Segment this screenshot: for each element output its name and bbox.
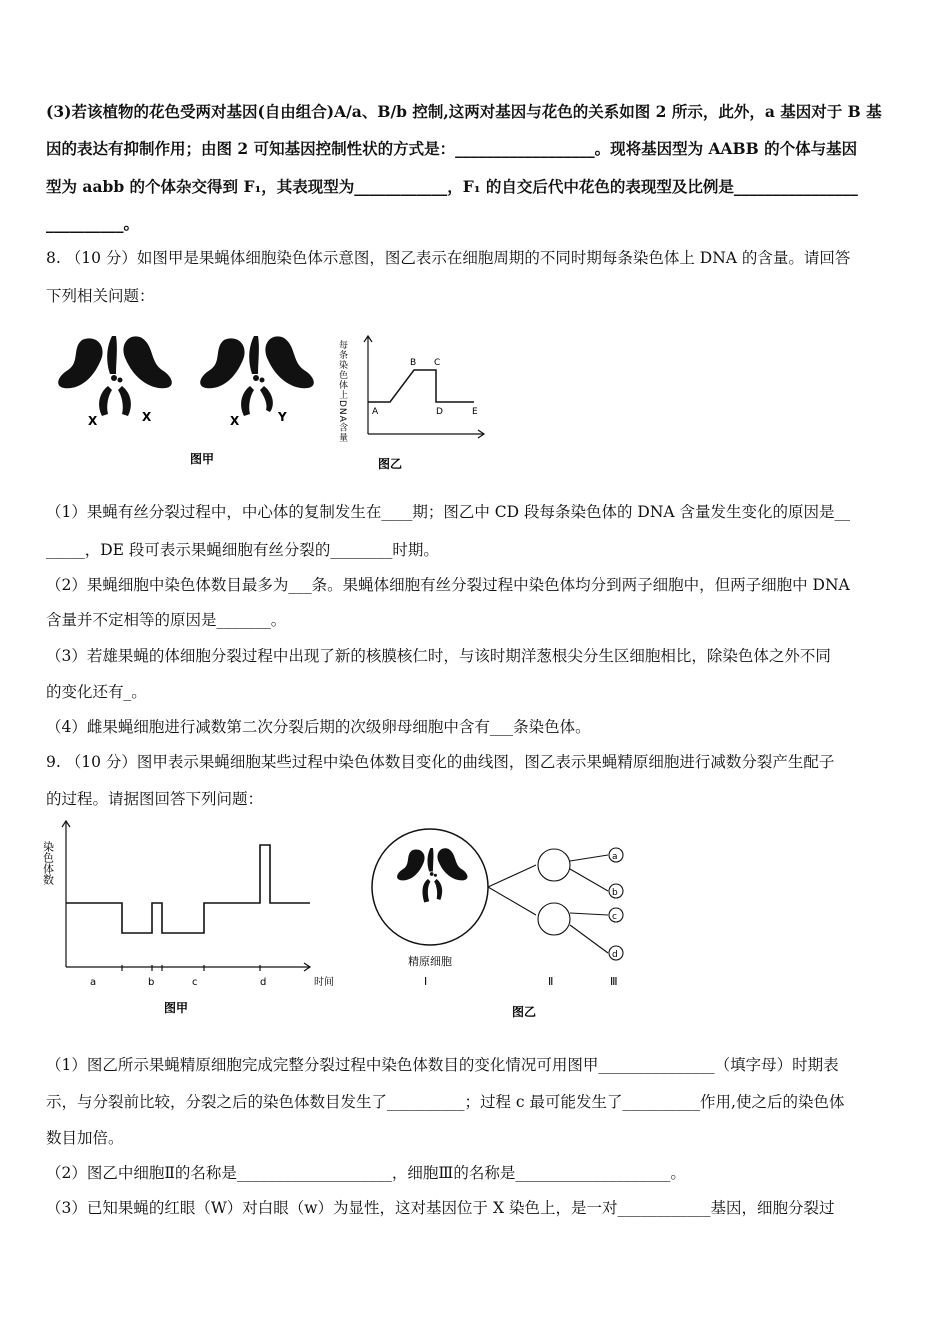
question-8-1: _____，DE 段可表示果蝇细胞有丝分裂的________时期。 xyxy=(46,541,439,559)
question-9-3: （3）已知果蝇的红眼（W）对白眼（w）为显性，这对基因位于 X 染色上，是一对____________基因，细胞分裂过 xyxy=(46,1199,835,1217)
question-9-1: 数目加倍。 xyxy=(46,1129,124,1147)
karyotype-female-icon xyxy=(58,336,172,416)
stage-label: Ⅱ xyxy=(548,975,554,988)
question-9-stem: 的过程。请据图回答下列问题： xyxy=(46,790,264,808)
graph-period-label: d xyxy=(260,977,267,988)
question-8-stem: 8. （10 分）如图甲是果蝇体细胞染色体示意图，图乙表示在细胞周期的不同时期每条染色体上 DNA 的含量。请回答 xyxy=(46,249,851,267)
sex-chromosome-label: X xyxy=(88,414,98,428)
text-line: (3)若该植物的花色受两对基因(自由组合)A/a、B/b 控制,这两对基因与花色的关系如图 2 所示，此外，a 基因对于 B 基 xyxy=(46,102,882,121)
figure-caption: 图甲 xyxy=(190,452,215,466)
dna-content-graph xyxy=(364,336,484,438)
graph-point-label: B xyxy=(410,358,417,368)
sex-chromosome-label: Y xyxy=(278,410,287,424)
stage-label: Ⅰ xyxy=(424,975,428,988)
division-arrows xyxy=(488,848,623,960)
question-9-1: （1）图乙所示果蝇精原细胞完成完整分裂过程中染色体数目的变化情况可用图甲_______________（填字母）时期表 xyxy=(46,1056,839,1074)
gamete-label: d xyxy=(612,950,618,960)
chromosome-number-graph xyxy=(62,821,310,971)
text-line: 因的表达有抑制作用；由图 2 可知基因控制性状的方式是：__________________。现将基因型为 AABB 的个体与基因 xyxy=(46,139,858,158)
sex-chromosome-label: X xyxy=(142,410,152,424)
graph-x-label: 时间 xyxy=(314,977,334,988)
gamete-label: b xyxy=(612,888,618,898)
question-8-4: （4）雌果蝇细胞进行减数第二次分裂后期的次级卵母细胞中含有___条染色体。 xyxy=(46,718,591,736)
karyotype-male-icon xyxy=(200,336,314,416)
cell-label: 精原细胞 xyxy=(408,955,452,968)
gamete-label: a xyxy=(612,852,618,862)
figure-caption: 图乙 xyxy=(378,457,403,471)
question-8-1: （1）果蝇有丝分裂过程中，中心体的复制发生在____期；图乙中 CD 段每条染色体的 DNA 含量发生变化的原因是__ xyxy=(46,503,851,521)
sex-chromosome-label: X xyxy=(230,414,240,428)
question-9-stem: 9. （10 分）图甲表示果蝇细胞某些过程中染色体数目变化的曲线图，图乙表示果蝇精原细胞进行减数分裂产生配子 xyxy=(46,753,835,771)
question-8-2: 含量并不定相等的原因是_______。 xyxy=(46,611,287,629)
cell-chromosomes-icon xyxy=(397,848,467,903)
text-line: __________。 xyxy=(46,214,140,233)
figure-9 xyxy=(41,815,644,1030)
graph-point-label: D xyxy=(436,407,443,417)
figure-caption: 图乙 xyxy=(512,1005,537,1019)
question-8-3: （3）若雄果蝇的体细胞分裂过程中出现了新的核膜核仁时，与该时期洋葱根尖分生区细胞相比，除染色体之外不同 xyxy=(46,647,831,665)
graph-point-label: E xyxy=(472,407,478,417)
graph-y-label: 染色体数 xyxy=(41,841,55,885)
graph-period-label: c xyxy=(192,977,198,988)
figure-8 xyxy=(50,328,500,483)
question-9-1: 示，与分裂前比较，分裂之后的染色体数目发生了__________；过程 c 最可能发生了__________作用,使之后的染色体 xyxy=(46,1093,845,1111)
text-line: 型为 aabb 的个体杂交得到 F₁，其表现型为____________，F₁ 的自交后代中花色的表现型及比例是________________ xyxy=(46,177,858,196)
question-8-2: （2）果蝇细胞中染色体数目最多为___条。果蝇体细胞有丝分裂过程中染色体均分到两子细胞中，但两子细胞中 DNA xyxy=(46,576,850,594)
graph-period-label: a xyxy=(90,977,97,988)
stage-label: Ⅲ xyxy=(610,975,618,988)
gamete-label: c xyxy=(612,912,617,922)
graph-period-label: b xyxy=(148,977,155,988)
figure-caption: 图甲 xyxy=(164,1001,189,1015)
graph-point-label: C xyxy=(434,358,441,368)
graph-y-label: 每条染色体上DNA含量 xyxy=(337,340,347,443)
question-9-2: （2）图乙中细胞Ⅱ的名称是____________________，细胞Ⅲ的名称是____________________。 xyxy=(46,1164,686,1182)
graph-point-label: A xyxy=(372,407,379,417)
spermatogonium-cell xyxy=(372,829,488,945)
question-8-3: 的变化还有_。 xyxy=(46,683,147,701)
question-8-stem: 下列相关问题： xyxy=(46,287,155,305)
